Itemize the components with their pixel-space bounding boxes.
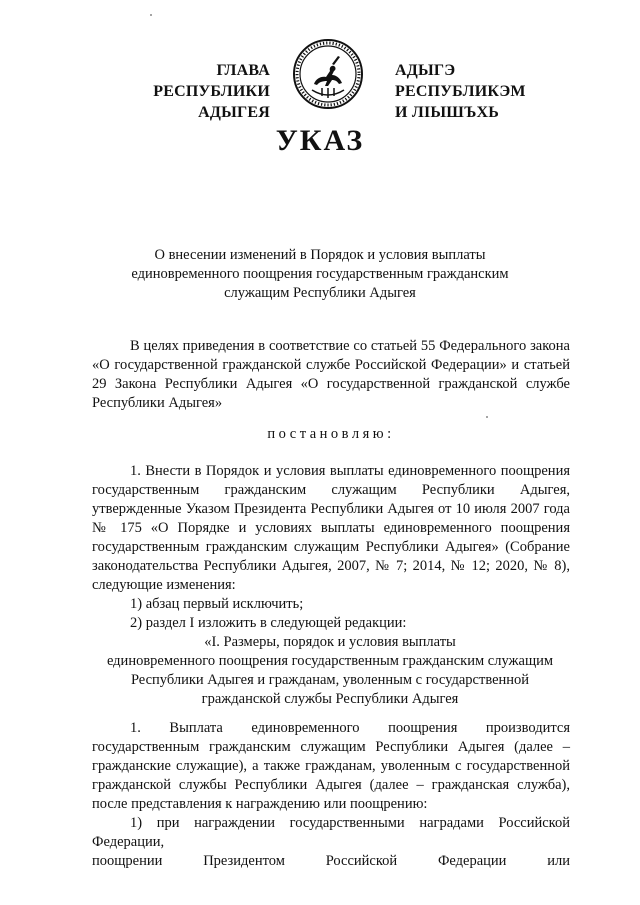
section-heading-line: Республики Адыгея и гражданам, уволенным с государственной [130, 672, 530, 688]
subitem-1: 1) абзац первый исключить; [130, 596, 304, 612]
last-line [92, 852, 570, 871]
subject-line: единовременного поощрения государственным гражданским [131, 266, 509, 282]
last-line-word: Президентом [203, 853, 285, 869]
section-heading [70, 633, 590, 709]
point-1-subitem-1: 1) при награждении государственными наградами Российской Федерации, [92, 815, 570, 850]
point-block [92, 719, 570, 871]
scan-speck [486, 416, 488, 418]
decree-word: постановляю: [267, 426, 395, 442]
issuer-line: АДЫГЭ РЕСПУБЛИКЭМ [395, 62, 526, 100]
preamble-paragraph: В целях приведения в соответствие со статьей 55 Федерального закона «О государственной гражданской службе Российской Федерации» и статьей 29 Закона Республики Адыгея «О государственной гражданской службе Республики Адыгея» [92, 338, 570, 411]
issuer-line: ГЛАВА [216, 62, 270, 79]
subitem-2: 2) раздел I изложить в следующей редакции: [130, 615, 407, 631]
scan-speck [150, 14, 152, 16]
item-block [92, 462, 570, 633]
last-line-word: поощрении [92, 853, 163, 869]
section-heading-line: единовременного поощрения государственным гражданским служащим [106, 653, 554, 669]
issuer-line: РЕСПУБЛИКИ АДЫГЕЯ [153, 83, 270, 121]
point-1-paragraph: 1. Выплата единовременного поощрения производится государственным гражданским служащим Республики Адыгея (далее – гражданские служащие), а также гражданам, уволенным с государственной гражданской службы Республики Адыгея (далее – гражданская служба), после представления к награждению или поощрению: [92, 720, 570, 812]
issuer-line: И ЛІЫШЪХЬ [395, 104, 500, 121]
document-title: УКАЗ [275, 124, 365, 157]
item-1-paragraph: 1. Внести в Порядок и условия выплаты единовременного поощрения государственным гражданским служащим Республики Адыгея, утвержденные Указом Президента Республики Адыгея от 10 июля 2007 года № 175 «О Порядке и условиях выплаты единовременного поощрения государственным гражданским служащим Республики Адыгея» (Собрание законодательства Республики Адыгея, 2007, № 7; 2014, № 12; 2020, № 8), следующие изменения: [92, 463, 570, 593]
last-line-word: Федерации [437, 853, 507, 869]
section-heading-line: «I. Размеры, порядок и условия выплаты [204, 634, 456, 650]
subject-line: служащим Республики Адыгея [224, 285, 416, 301]
document-subject [100, 246, 540, 303]
issuer-name-adyghe [395, 60, 575, 123]
issuer-name-russian [80, 60, 270, 123]
section-heading-line: гражданской службы Республики Адыгея [201, 691, 459, 707]
last-line-word: или [547, 853, 570, 869]
republic-of-adygea-coat-of-arms-icon [292, 38, 364, 110]
last-line-word: Российской [325, 853, 398, 869]
preamble-block [92, 337, 570, 413]
decree-word-block [92, 425, 570, 444]
subject-line: О внесении изменений в Порядок и условия выплаты [154, 247, 486, 263]
